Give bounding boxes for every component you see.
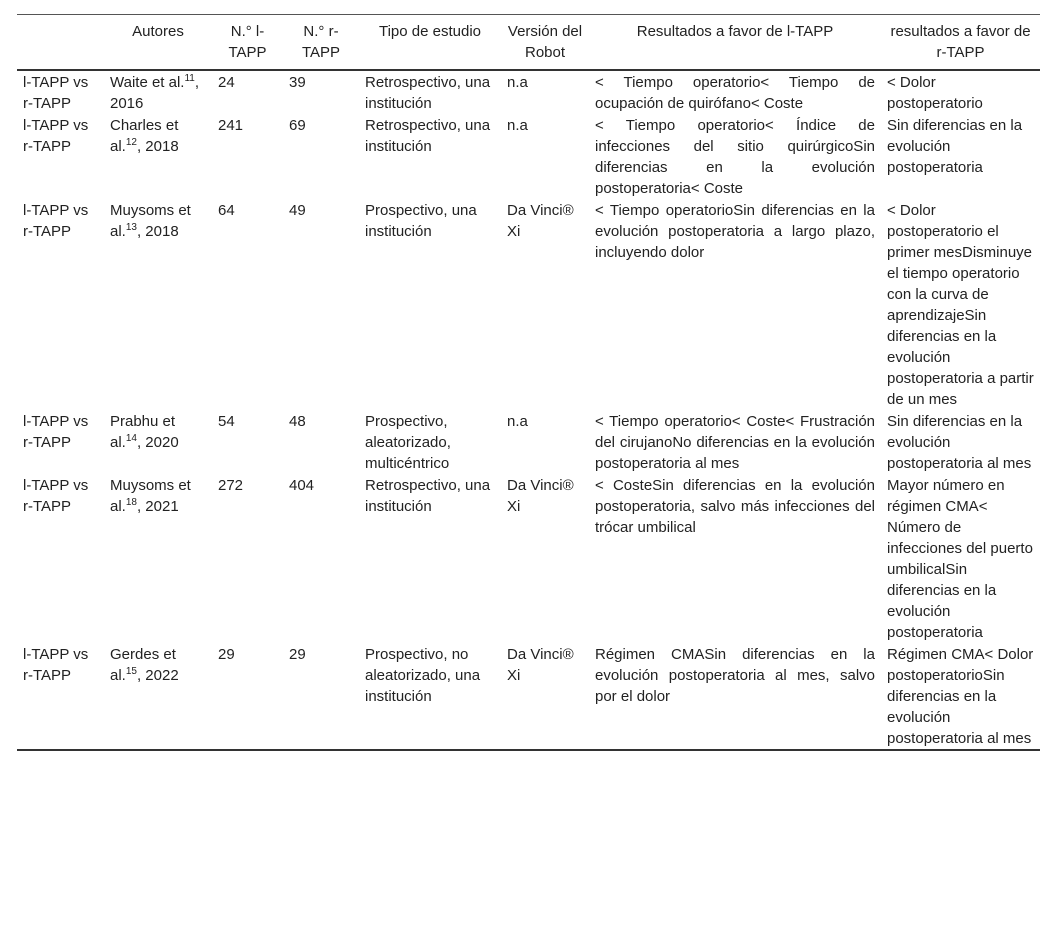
table-row <box>17 114 1040 199</box>
author-name: Charles et al. <box>110 117 179 155</box>
cell-comparison: l-TAPP vs r-TAPP <box>23 202 89 240</box>
reference-number: 14 <box>125 433 137 444</box>
author-name: Waite et al. <box>110 74 185 91</box>
cell-n-ltapp: 54 <box>218 413 235 430</box>
reference-number: 12 <box>125 137 137 148</box>
header-authors: Autores <box>132 23 184 40</box>
cell-results-ltapp: < Tiempo operatorioSin diferencias en la evolución postoperatoria a largo plazo, incluyendo dolor <box>595 202 875 261</box>
cell-n-ltapp: 29 <box>218 646 235 663</box>
cell-robot-version: n.a <box>507 117 528 134</box>
cell-results-rtapp: Mayor número en régimen CMA< Número de infecciones del puerto umbilicalSin diferencias en la evolución postoperatoria <box>887 477 1033 641</box>
cell-study-type: Retrospectivo, una institución <box>365 477 491 515</box>
reference-number: 13 <box>125 222 137 233</box>
header-results-ltapp: Resultados a favor de l-TAPP <box>636 23 834 40</box>
header-comparison <box>17 15 104 71</box>
cell-study-type: Retrospectivo, una institución <box>365 117 491 155</box>
author-year: , 2018 <box>136 138 179 155</box>
cell-study-type: Prospectivo, una institución <box>365 202 477 240</box>
author-name: Muysoms et al. <box>110 202 191 240</box>
author-name: Gerdes et al. <box>110 646 176 684</box>
cell-authors <box>104 114 212 199</box>
cell-authors <box>104 410 212 474</box>
header-study-type: Tipo de estudio <box>378 23 481 40</box>
header-n-ltapp: N.° l-TAPP <box>228 23 267 61</box>
cell-robot-version: Da Vinci® Xi <box>507 202 574 240</box>
cell-n-rtapp: 49 <box>289 202 306 219</box>
cell-study-type: Prospectivo, no aleatorizado, una institución <box>365 646 481 705</box>
table-row <box>17 70 1040 114</box>
cell-results-ltapp: Régimen CMASin diferencias en la evolución postoperatoria al mes, salvo por el dolor <box>595 646 875 705</box>
cell-authors <box>104 474 212 643</box>
cell-results-ltapp: < CosteSin diferencias en la evolución postoperatoria, salvo más infecciones del trócar umbilical <box>595 477 875 536</box>
cell-robot-version: n.a <box>507 413 528 430</box>
cell-study-type: Retrospectivo, una institución <box>365 74 491 112</box>
author-year: , 2022 <box>136 667 179 684</box>
cell-n-ltapp: 241 <box>218 117 244 134</box>
cell-results-rtapp: Sin diferencias en la evolución postoperatoria al mes <box>887 413 1032 472</box>
cell-n-ltapp: 272 <box>218 477 244 494</box>
author-name: Prabhu et al. <box>110 413 176 451</box>
table-row <box>17 643 1040 750</box>
cell-robot-version: n.a <box>507 74 528 91</box>
comparison-table <box>17 14 1040 751</box>
cell-n-ltapp: 64 <box>218 202 235 219</box>
cell-results-ltapp: < Tiempo operatorio< Tiempo de ocupación de quirófano< Coste <box>595 74 875 112</box>
reference-number: 15 <box>125 666 137 677</box>
cell-n-rtapp: 29 <box>289 646 306 663</box>
cell-authors <box>104 70 212 114</box>
cell-results-rtapp: Sin diferencias en la evolución postoperatoria <box>887 117 1023 176</box>
header-robot-version: Versión del Robot <box>507 23 583 61</box>
cell-n-rtapp: 69 <box>289 117 306 134</box>
cell-robot-version: Da Vinci® Xi <box>507 646 574 684</box>
cell-comparison: l-TAPP vs r-TAPP <box>23 477 89 515</box>
author-year: , 2021 <box>136 498 179 515</box>
author-year: , 2020 <box>136 434 179 451</box>
cell-authors <box>104 643 212 750</box>
table-row <box>17 474 1040 643</box>
cell-comparison: l-TAPP vs r-TAPP <box>23 117 89 155</box>
cell-results-rtapp: Régimen CMA< Dolor postoperatorioSin diferencias en la evolución postoperatoria al mes <box>887 646 1034 747</box>
cell-comparison: l-TAPP vs r-TAPP <box>23 413 89 451</box>
cell-n-ltapp: 24 <box>218 74 235 91</box>
table-header-row <box>17 15 1040 71</box>
cell-results-rtapp: < Dolor postoperatorio <box>887 74 983 112</box>
cell-n-rtapp: 48 <box>289 413 306 430</box>
cell-comparison: l-TAPP vs r-TAPP <box>23 74 89 112</box>
cell-results-ltapp: < Tiempo operatorio< Coste< Frustración del cirujanoNo diferencias en la evolución postoperatoria al mes <box>595 413 875 472</box>
cell-results-ltapp: < Tiempo operatorio< Índice de infecciones del sitio quirúrgicoSin diferencias en la evolución postoperatoria< Coste <box>595 117 875 197</box>
cell-n-rtapp: 404 <box>289 477 315 494</box>
table-row <box>17 410 1040 474</box>
reference-number: 18 <box>125 497 137 508</box>
reference-number: 11 <box>184 73 195 84</box>
author-name: Muysoms et al. <box>110 477 191 515</box>
author-year: , 2018 <box>136 223 179 240</box>
table-row <box>17 199 1040 410</box>
header-results-rtapp: resultados a favor de r-TAPP <box>890 23 1031 61</box>
cell-robot-version: Da Vinci® Xi <box>507 477 574 515</box>
cell-study-type: Prospectivo, aleatorizado, multicéntrico <box>365 413 451 472</box>
cell-authors <box>104 199 212 410</box>
cell-results-rtapp: < Dolor postoperatorio el primer mesDisminuye el tiempo operatorio con la curva de aprendizajeSin diferencias en la evolución postoperatoria a partir de un mes <box>887 202 1034 408</box>
header-n-rtapp: N.° r-TAPP <box>301 23 341 61</box>
author-year: , 2016 <box>110 74 200 112</box>
cell-comparison: l-TAPP vs r-TAPP <box>23 646 89 684</box>
cell-n-rtapp: 39 <box>289 74 306 91</box>
